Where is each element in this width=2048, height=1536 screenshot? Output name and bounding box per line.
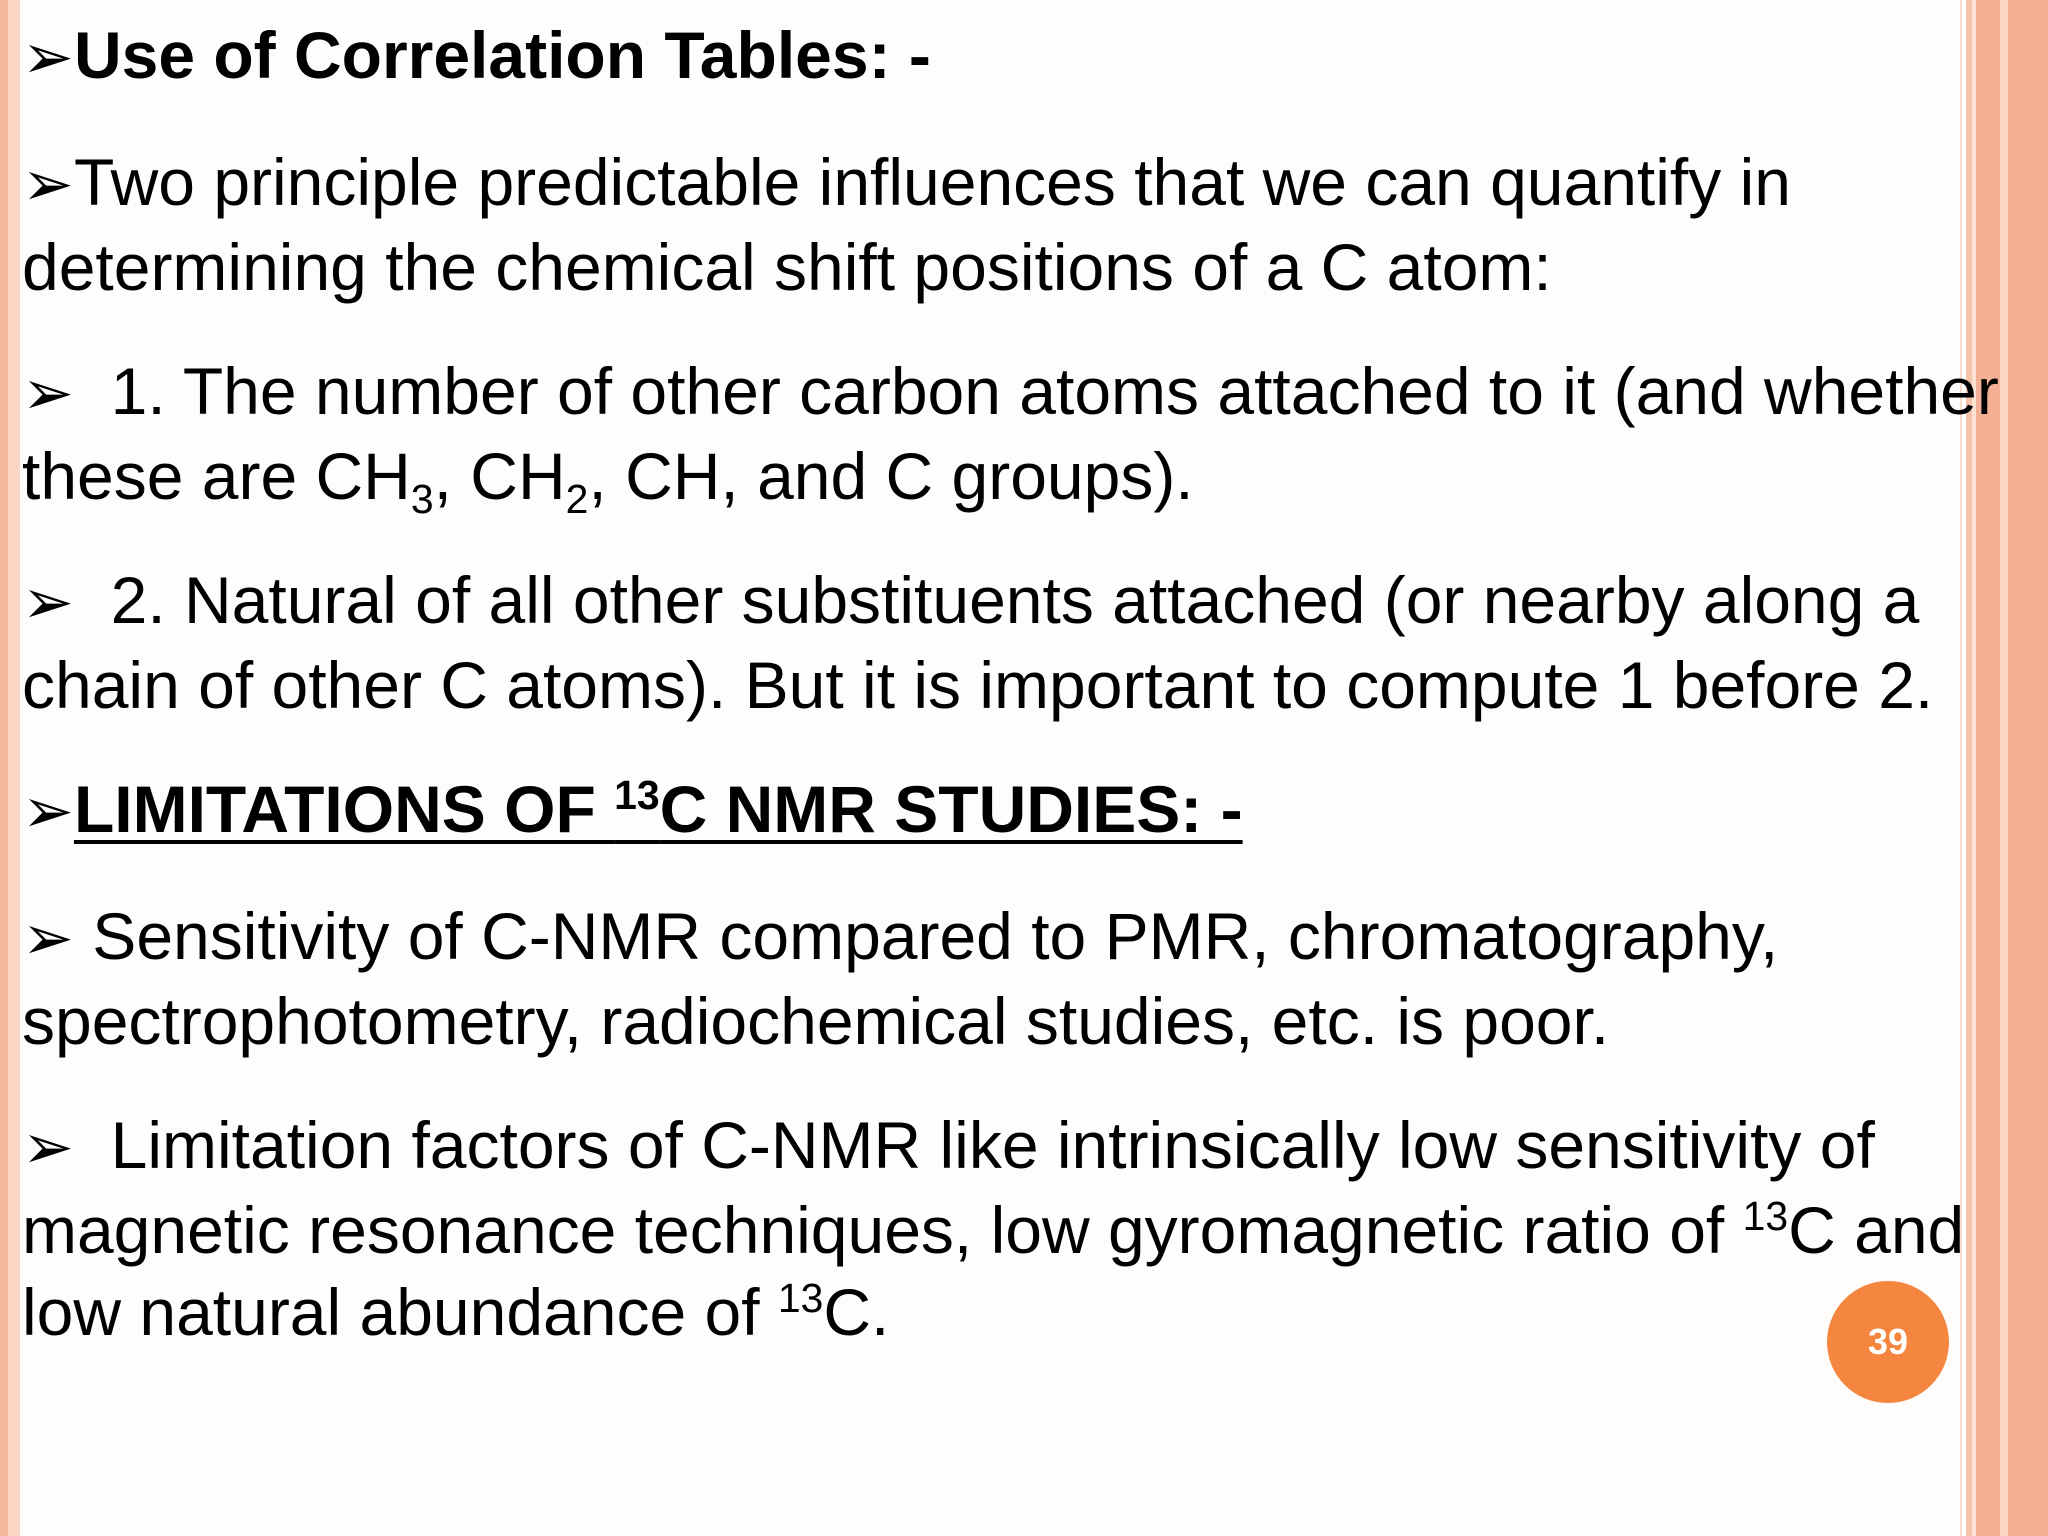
limitations-heading: [74, 772, 1243, 846]
limitation-2-text-c: C.: [823, 1275, 890, 1349]
limitation-1-text: Sensitivity of C-NMR compared to PMR, chromatography, spectrophotometry, radiochemical studies, etc. is poor.: [22, 899, 1779, 1058]
subscript-3: 3: [410, 476, 434, 523]
point-1-text-b: , CH: [433, 439, 566, 513]
superscript-13: 13: [1742, 1193, 1789, 1239]
section-heading-limitations: [22, 768, 2012, 853]
section-heading-correlation: [22, 14, 2012, 99]
superscript-13: 13: [614, 772, 660, 818]
left-border-stripe: [0, 0, 20, 1536]
point-1-paragraph: [22, 350, 2012, 523]
arrow-bullet-icon: ➢: [22, 777, 74, 846]
point-1-text-c: , CH, and C groups).: [588, 439, 1194, 513]
arrow-bullet-icon: ➢: [22, 904, 74, 973]
limitation-2-paragraph: [22, 1104, 2012, 1353]
limitation-2-text-b: C and low natural abundance of: [22, 1193, 1965, 1349]
limitations-heading-prefix: LIMITATIONS OF: [73, 772, 615, 846]
subscript-2: 2: [565, 476, 589, 523]
point-1-text-a: 1. The number of other carbon atoms attached to it (and whether these are CH: [22, 354, 1999, 513]
arrow-bullet-icon: ➢: [22, 150, 74, 219]
limitation-1-paragraph: [22, 895, 2012, 1062]
point-2-paragraph: [22, 559, 2012, 726]
intro-text: Two principle predictable influences that we can quantify in determining the chemical shift positions of a C atom:: [22, 145, 1791, 304]
arrow-bullet-icon: ➢: [22, 1113, 74, 1182]
point-2-text: 2. Natural of all other substituents attached (or nearby along a chain of other C atoms). But it is important to compute 1 before 2.: [22, 563, 1934, 722]
arrow-bullet-icon: ➢: [22, 23, 74, 92]
arrow-bullet-icon: ➢: [22, 359, 74, 428]
arrow-bullet-icon: ➢: [22, 568, 74, 637]
superscript-13: 13: [777, 1275, 824, 1321]
limitations-heading-suffix: C NMR STUDIES: -: [659, 772, 1243, 846]
limitation-2-text-a: Limitation factors of C-NMR like intrinsically low sensitivity of magnetic resonance techniques, low gyromagnetic ratio of: [22, 1108, 1875, 1267]
intro-paragraph: [22, 141, 2012, 308]
heading-text: Use of Correlation Tables: -: [73, 18, 931, 92]
slide-content: [22, 14, 2012, 1395]
page-number-badge: 39: [1827, 1281, 1949, 1403]
